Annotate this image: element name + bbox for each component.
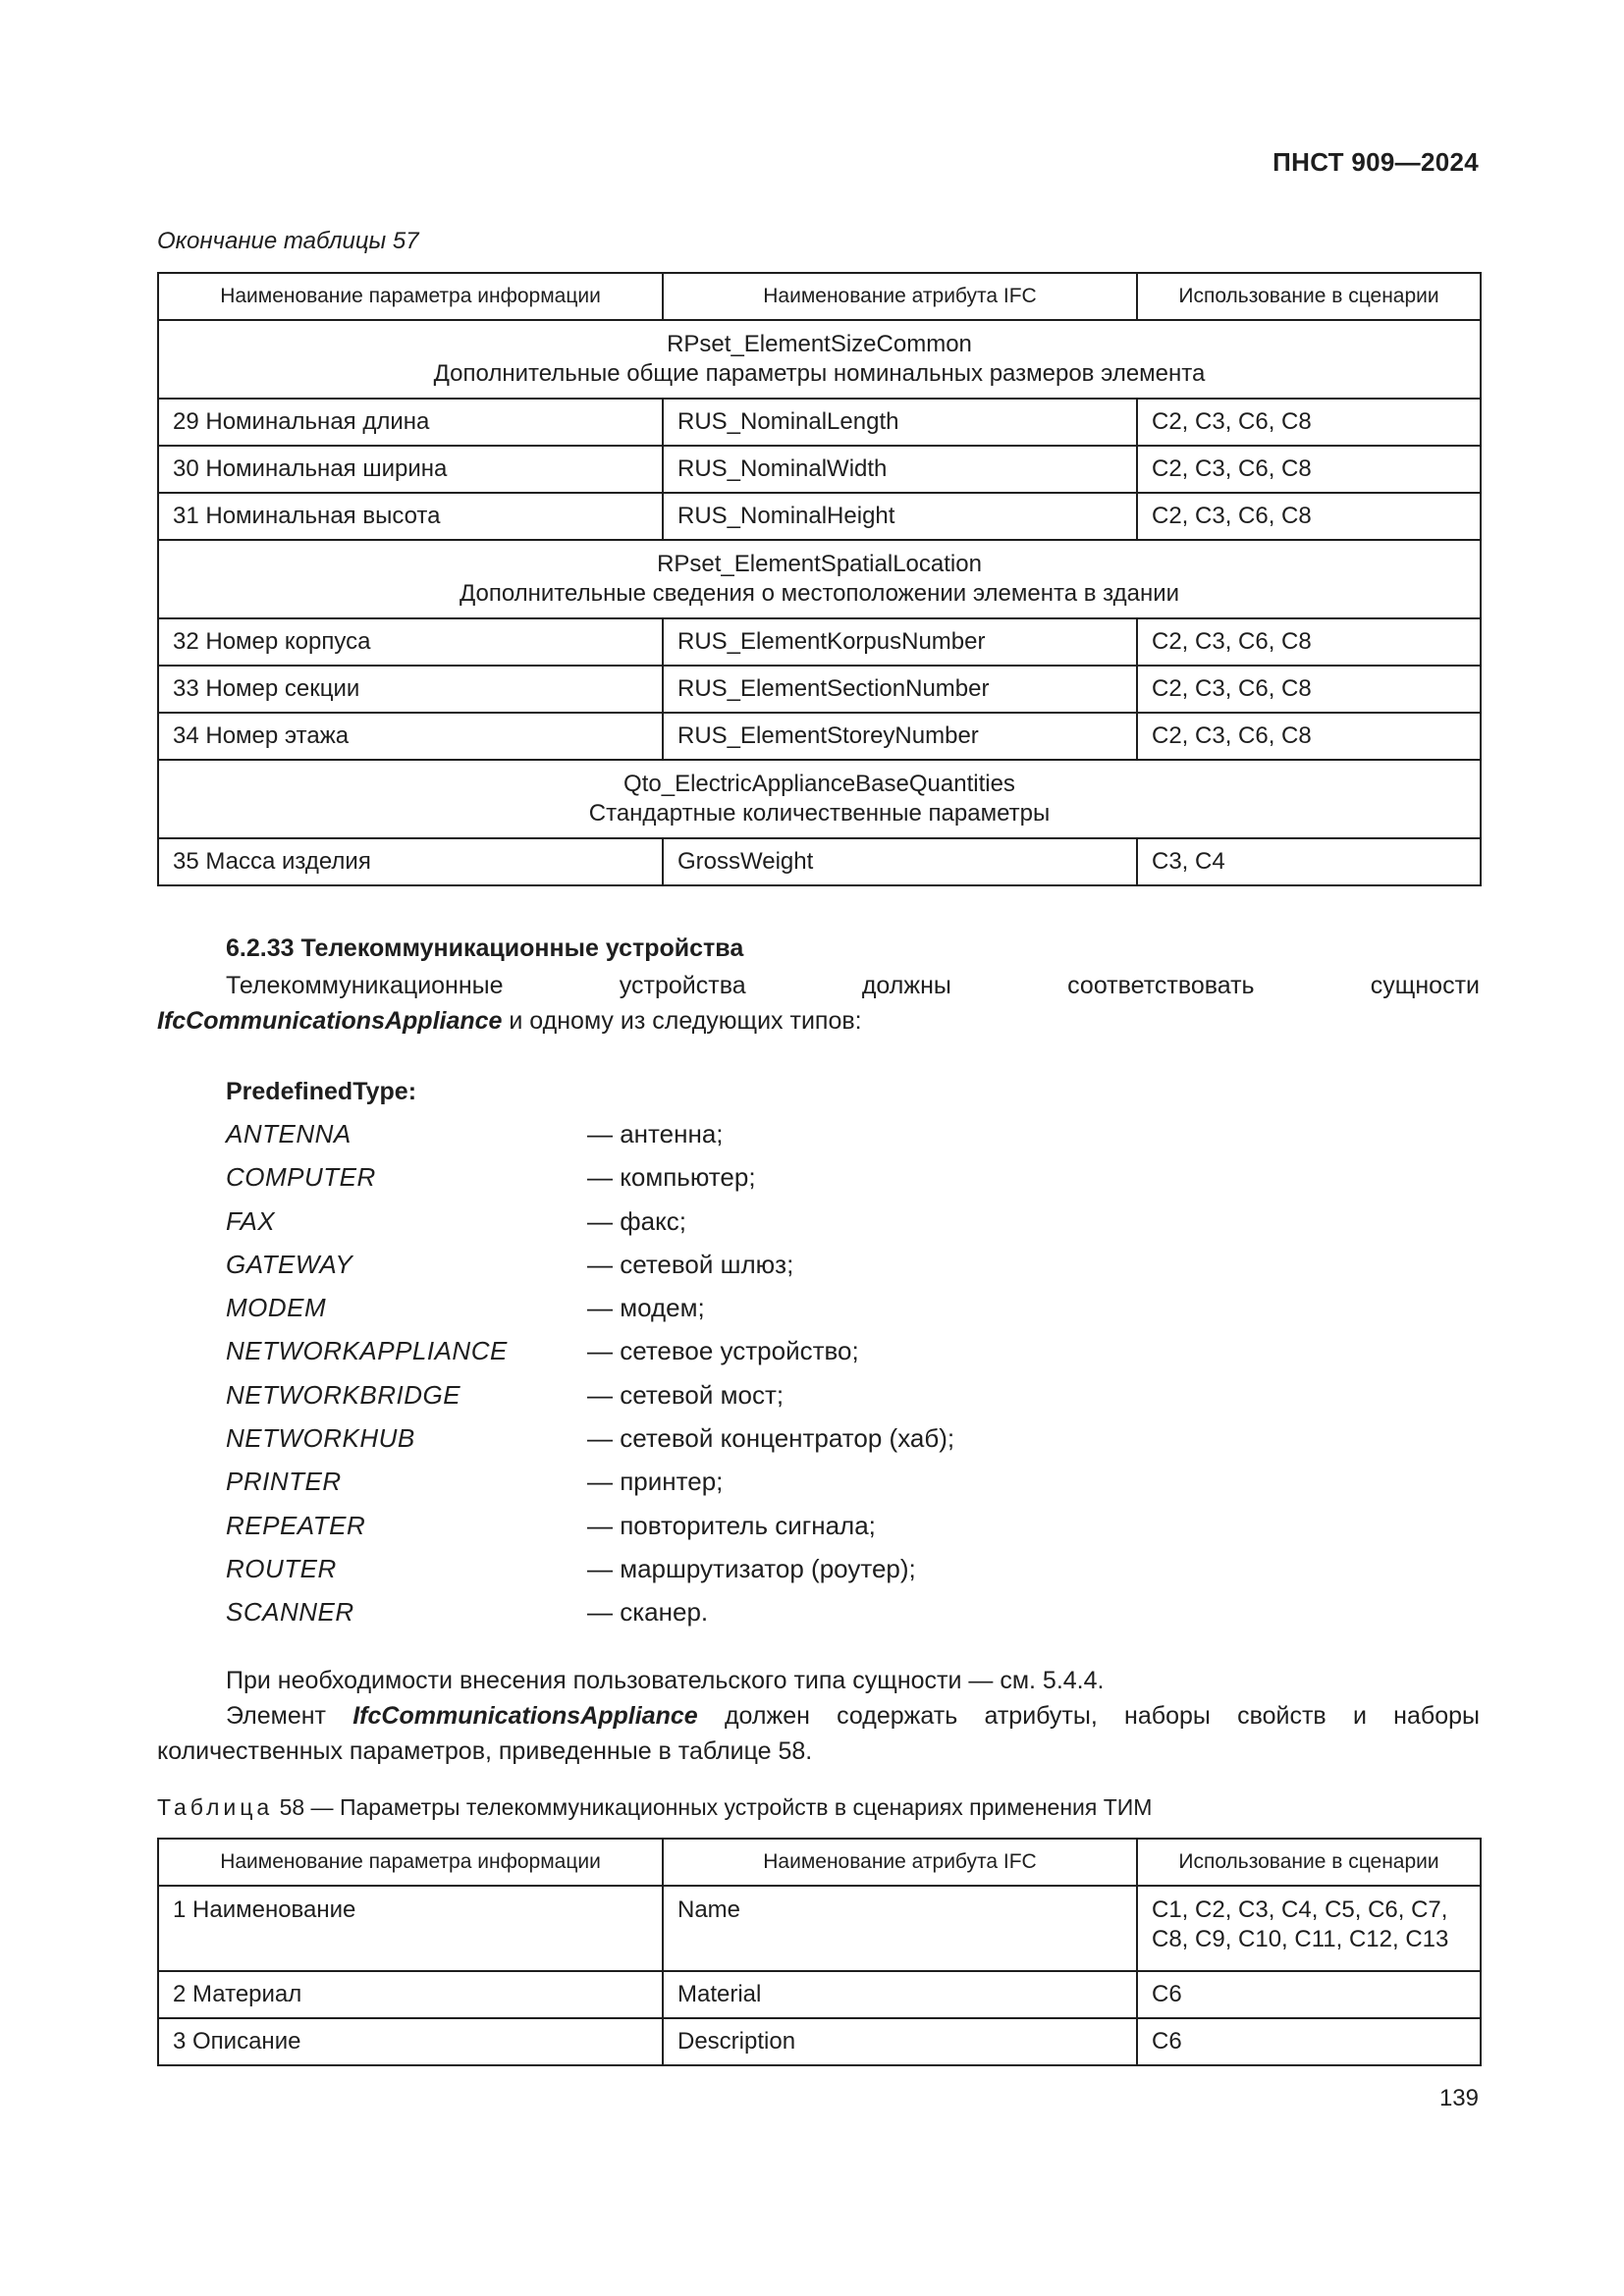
cell-attr: RUS_ElementStoreyNumber bbox=[663, 713, 1137, 760]
intro-line-2 bbox=[157, 1003, 1480, 1039]
type-code: NETWORKHUB bbox=[226, 1423, 415, 1454]
cell-attr: RUS_NominalLength bbox=[663, 399, 1137, 446]
note-custom-type: При необходимости внесения пользовательского типа сущности — см. 5.4.4. bbox=[226, 1667, 1105, 1694]
type-list-item bbox=[226, 1554, 1110, 1597]
type-description: — сетевой концентратор (хаб); bbox=[587, 1423, 955, 1454]
table-row bbox=[158, 399, 1481, 446]
cell-attr: RUS_ElementSectionNumber bbox=[663, 666, 1137, 713]
cell-usage: C3, C4 bbox=[1137, 838, 1481, 885]
type-list-item bbox=[226, 1597, 1110, 1640]
type-description: — сканер. bbox=[587, 1597, 709, 1628]
cell-attr: RUS_NominalWidth bbox=[663, 446, 1137, 493]
column-header-param: Наименование параметра информации bbox=[158, 1839, 663, 1886]
group-header bbox=[158, 760, 1481, 838]
table-row bbox=[158, 2018, 1481, 2065]
group-header bbox=[158, 540, 1481, 618]
column-header-param: Наименование параметра информации bbox=[158, 273, 663, 320]
type-list-item bbox=[226, 1250, 1110, 1293]
document-code: ПНСТ 909—2024 bbox=[1272, 147, 1479, 177]
type-code: SCANNER bbox=[226, 1597, 354, 1628]
table-row bbox=[158, 838, 1481, 885]
type-list-item bbox=[226, 1511, 1110, 1554]
type-list-item bbox=[226, 1336, 1110, 1379]
type-description: — компьютер; bbox=[587, 1162, 756, 1193]
table-57 bbox=[157, 272, 1482, 886]
cell-usage: C2, C3, C6, C8 bbox=[1137, 446, 1481, 493]
intro-paragraph bbox=[157, 968, 1480, 1039]
table-row bbox=[158, 713, 1481, 760]
element-prefix: Элемент bbox=[226, 1702, 353, 1730]
type-description: — повторитель сигнала; bbox=[587, 1510, 876, 1540]
type-list-item bbox=[226, 1119, 1110, 1162]
type-list-item bbox=[226, 1380, 1110, 1423]
type-description: — сетевой шлюз; bbox=[587, 1249, 794, 1279]
cell-usage: C6 bbox=[1137, 1971, 1481, 2018]
intro-rest: и одному из следующих типов: bbox=[502, 1007, 862, 1035]
cell-param: 35 Масса изделия bbox=[158, 838, 663, 885]
type-description: — сетевой мост; bbox=[587, 1379, 785, 1410]
page-number: 139 bbox=[1438, 2085, 1479, 2111]
entity-name: IfcCommunicationsAppliance bbox=[352, 1702, 698, 1730]
type-code: COMPUTER bbox=[226, 1162, 376, 1193]
cell-attr: GrossWeight bbox=[663, 838, 1137, 885]
cell-param: 32 Номер корпуса bbox=[158, 618, 663, 666]
group-title: RPset_ElementSpatialLocation bbox=[657, 551, 982, 577]
type-list-item bbox=[226, 1293, 1110, 1336]
type-code: REPEATER bbox=[226, 1510, 366, 1540]
element-rest: должен содержать атрибуты, наборы свойств и наборы количественных параметров, приведенные в таблице 58. bbox=[157, 1702, 1480, 1765]
group-title: RPset_ElementSizeCommon bbox=[667, 331, 972, 357]
group-subtitle: Дополнительные сведения о местоположении элемента в здании bbox=[459, 580, 1180, 607]
element-sentence bbox=[157, 1698, 1480, 1769]
table-row bbox=[158, 1886, 1481, 1971]
cell-param: 29 Номинальная длина bbox=[158, 399, 663, 446]
cell-usage: C2, C3, C6, C8 bbox=[1137, 618, 1481, 666]
cell-usage: C6 bbox=[1137, 2018, 1481, 2065]
predefined-type-label: PredefinedType: bbox=[226, 1078, 417, 1105]
type-list-item bbox=[226, 1467, 1110, 1510]
table-58 bbox=[157, 1838, 1482, 2066]
cell-attr: Name bbox=[663, 1886, 1137, 1971]
column-header-usage: Использование в сценарии bbox=[1137, 1839, 1481, 1886]
caption-rest: 58 — Параметры телекоммуникационных устройств в сценариях применения ТИМ bbox=[273, 1794, 1153, 1820]
table-continuation-caption: Окончание таблицы 57 bbox=[157, 228, 419, 254]
cell-usage: C2, C3, C6, C8 bbox=[1137, 493, 1481, 540]
note-paragraph bbox=[157, 1663, 1480, 1769]
type-code: NETWORKAPPLIANCE bbox=[226, 1336, 508, 1366]
type-description: — сетевое устройство; bbox=[587, 1336, 859, 1366]
cell-attr: Description bbox=[663, 2018, 1137, 2065]
type-description: — принтер; bbox=[587, 1467, 724, 1497]
column-header-attr: Наименование атрибута IFC bbox=[663, 273, 1137, 320]
table-row bbox=[158, 493, 1481, 540]
type-list-item bbox=[226, 1162, 1110, 1205]
group-subtitle: Стандартные количественные параметры bbox=[588, 800, 1051, 827]
table-row bbox=[158, 618, 1481, 666]
group-header bbox=[158, 320, 1481, 399]
type-code: FAX bbox=[226, 1205, 276, 1236]
caption-word: Таблица bbox=[157, 1794, 274, 1820]
predefined-type-list bbox=[226, 1119, 1110, 1641]
type-code: NETWORKBRIDGE bbox=[226, 1379, 461, 1410]
cell-param: 31 Номинальная высота bbox=[158, 493, 663, 540]
cell-attr: RUS_NominalHeight bbox=[663, 493, 1137, 540]
cell-usage: C2, C3, C6, C8 bbox=[1137, 399, 1481, 446]
table-58-caption bbox=[157, 1794, 1152, 1821]
type-code: ANTENNA bbox=[226, 1119, 352, 1148]
cell-param: 33 Номер секции bbox=[158, 666, 663, 713]
entity-name: IfcCommunicationsAppliance bbox=[157, 1007, 503, 1035]
cell-param: 3 Описание bbox=[158, 2018, 663, 2065]
type-code: MODEM bbox=[226, 1293, 327, 1323]
column-header-usage: Использование в сценарии bbox=[1137, 273, 1481, 320]
intro-line-1: Телекоммуникационные устройства должны соответствовать сущности bbox=[226, 972, 1480, 999]
type-code: GATEWAY bbox=[226, 1249, 353, 1279]
table-row bbox=[158, 666, 1481, 713]
table-row bbox=[158, 446, 1481, 493]
type-description: — факс; bbox=[587, 1205, 686, 1236]
type-description: — модем; bbox=[587, 1293, 705, 1323]
cell-param: 2 Материал bbox=[158, 1971, 663, 2018]
group-title: Qto_ElectricApplianceBaseQuantities bbox=[623, 771, 1015, 797]
cell-param: 1 Наименование bbox=[158, 1886, 663, 1971]
type-description: — маршрутизатор (роутер); bbox=[587, 1553, 916, 1583]
cell-attr: Material bbox=[663, 1971, 1137, 2018]
cell-usage: C2, C3, C6, C8 bbox=[1137, 713, 1481, 760]
cell-param: 34 Номер этажа bbox=[158, 713, 663, 760]
type-list-item bbox=[226, 1206, 1110, 1250]
section-heading: 6.2.33 Телекоммуникационные устройства bbox=[226, 934, 744, 962]
table-row bbox=[158, 1971, 1481, 2018]
type-list-item bbox=[226, 1423, 1110, 1467]
column-header-attr: Наименование атрибута IFC bbox=[663, 1839, 1137, 1886]
cell-param: 30 Номинальная ширина bbox=[158, 446, 663, 493]
type-code: ROUTER bbox=[226, 1553, 337, 1583]
type-description: — антенна; bbox=[587, 1119, 724, 1148]
type-code: PRINTER bbox=[226, 1467, 342, 1497]
group-subtitle: Дополнительные общие параметры номинальных размеров элемента bbox=[433, 360, 1206, 387]
cell-usage: C1, C2, C3, C4, C5, C6, C7, C8, C9, C10, C11, C12, C13 bbox=[1137, 1886, 1481, 1971]
cell-attr: RUS_ElementKorpusNumber bbox=[663, 618, 1137, 666]
cell-usage: C2, C3, C6, C8 bbox=[1137, 666, 1481, 713]
